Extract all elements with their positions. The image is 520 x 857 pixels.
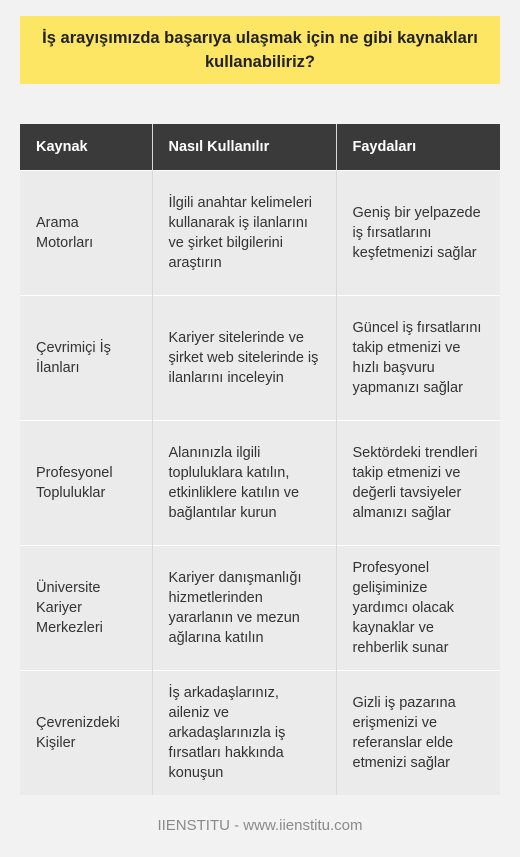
cell-resource: Çevrimiçi İş İlanları bbox=[20, 295, 152, 420]
cell-usage: İlgili anahtar kelimeleri kullanarak iş ilanlarını ve şirket bilgilerini araştırın bbox=[152, 170, 336, 295]
cell-usage: İş arkadaşlarınız, aileniz ve arkadaşlarınızla iş fırsatları hakkında konuşun bbox=[152, 670, 336, 795]
cell-benefit: Sektördeki trendleri takip etmenizi ve değerli tavsiyeler almanızı sağlar bbox=[336, 420, 500, 545]
cell-benefit: Profesyonel gelişiminize yardımcı olacak kaynaklar ve rehberlik sunar bbox=[336, 545, 500, 670]
cell-benefit: Güncel iş fırsatlarını takip etmenizi ve hızlı başvuru yapmanızı sağlar bbox=[336, 295, 500, 420]
header-kaynak: Kaynak bbox=[20, 124, 152, 170]
header-nasil-kullanilir: Nasıl Kullanılır bbox=[152, 124, 336, 170]
footer-credit: IIENSTITU - www.iienstitu.com bbox=[157, 817, 363, 834]
table-row bbox=[20, 295, 500, 420]
cell-benefit: Gizli iş pazarına erişmenizi ve referanslar elde etmenizi sağlar bbox=[336, 670, 500, 795]
page-title bbox=[20, 16, 500, 84]
table-row bbox=[20, 670, 500, 795]
table-row bbox=[20, 170, 500, 295]
cell-resource: Üniversite Kariyer Merkezleri bbox=[20, 545, 152, 670]
table-row bbox=[20, 420, 500, 545]
cell-usage: Kariyer sitelerinde ve şirket web sitelerinde iş ilanlarını inceleyin bbox=[152, 295, 336, 420]
table-header-row bbox=[20, 124, 500, 170]
cell-resource: Profesyonel Topluluklar bbox=[20, 420, 152, 545]
cell-benefit: Geniş bir yelpazede iş fırsatlarını keşfetmenizi sağlar bbox=[336, 170, 500, 295]
cell-resource: Arama Motorları bbox=[20, 170, 152, 295]
page-title-text: İş arayışımızda başarıya ulaşmak için ne gibi kaynakları kullanabiliriz? bbox=[42, 29, 478, 71]
resources-table bbox=[20, 124, 500, 795]
table-row bbox=[20, 545, 500, 670]
cell-usage: Kariyer danışmanlığı hizmetlerinden yararlanın ve mezun ağlarına katılın bbox=[152, 545, 336, 670]
cell-usage: Alanınızla ilgili topluluklara katılın, etkinliklere katılın ve bağlantılar kurun bbox=[152, 420, 336, 545]
header-faydalari: Faydaları bbox=[336, 124, 500, 170]
cell-resource: Çevrenizdeki Kişiler bbox=[20, 670, 152, 795]
